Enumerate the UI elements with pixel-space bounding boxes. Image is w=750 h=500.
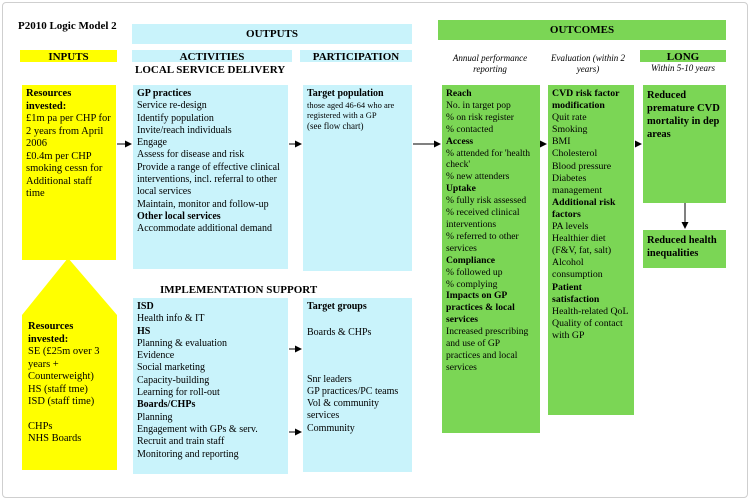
support-item: Engagement with GPs & serv. (137, 423, 258, 435)
target-groups-item: GP practices/PC teams (307, 385, 399, 397)
activities-label: ACTIVITIES (179, 51, 245, 62)
compliance-heading: Compliance (446, 254, 496, 266)
resources-2-line: NHS Boards (28, 433, 82, 444)
annual-item: % referred to other services (446, 230, 519, 254)
resources-2-line: CHPs (28, 420, 53, 432)
diagram-title: P2010 Logic Model 2 (18, 20, 117, 32)
support-item: Monitoring and reporting (137, 448, 239, 460)
annual-item: % contacted (446, 123, 494, 135)
gp-item: Maintain, monitor and follow-up (137, 198, 269, 210)
boards-heading: Boards/CHPs (137, 399, 196, 411)
annual-item: Increased prescribing and use of GP practices and local services (446, 326, 529, 373)
gp-item: Identify population (137, 112, 214, 124)
long-term-note: Within 5-10 years (651, 63, 715, 73)
reach-heading: Reach (446, 88, 472, 99)
evaluation-label: Evaluation (within 2 years) (551, 53, 625, 74)
resources-2-line: ISD (staff time) (28, 396, 95, 407)
gp-item: Engage (137, 137, 167, 149)
outcomes-label: OUTCOMES (549, 24, 615, 36)
eval-item: Health-related QoL (552, 305, 629, 317)
support-item: Evidence (137, 350, 175, 362)
annual-item: % received clinical interventions (446, 207, 520, 230)
other-item: Accommodate additional demand (137, 223, 272, 235)
reduced-mortality-text: Reduced premature CVD mortality in dep areas (647, 90, 720, 140)
implementation-support-label: IMPLEMENTATION SUPPORT (160, 284, 318, 296)
eval-item: Alcohol consumption (552, 257, 603, 281)
long-label: LONG (666, 51, 700, 62)
annual-performance-label: Annual performance reporting (452, 53, 528, 74)
eval-item: PA levels (552, 221, 589, 233)
target-population-text: those aged 46-64 who are registered with a GP (307, 100, 395, 121)
gp-item: Service re-design (137, 100, 207, 112)
eval-item: Quality of contact with GP (552, 317, 623, 341)
impacts-heading: Impacts on GP practices & local services (446, 290, 515, 326)
outputs-label: OUTPUTS (246, 28, 298, 40)
support-item: Planning (137, 411, 173, 423)
annual-item: % fully risk assessed (446, 195, 527, 207)
hs-heading: HS (137, 325, 151, 337)
gp-practices-heading: GP practices (137, 88, 192, 99)
resources-1-line: £0.4m per CHP smoking cessn for (26, 150, 103, 174)
support-item: Recruit and train staff (137, 436, 225, 448)
annual-item: % complying (446, 278, 498, 290)
support-item: Capacity-building (137, 374, 210, 386)
gp-item: Assess for disease and risk (137, 149, 245, 161)
target-groups-heading: Target groups (307, 301, 367, 312)
eval-item: Cholesterol (552, 148, 598, 160)
patient-heading: Patient satisfaction (552, 281, 600, 305)
target-groups-boards: Boards & CHPs (307, 327, 372, 339)
participation-label: PARTICIPATION (312, 51, 400, 62)
other-services-heading: Other local services (137, 210, 221, 222)
eval-item: BMI (552, 136, 571, 148)
inputs-label: INPUTS (48, 51, 89, 62)
support-item: Planning & evaluation (137, 337, 227, 349)
local-service-delivery-label: LOCAL SERVICE DELIVERY (135, 64, 286, 76)
annual-item: % new attenders (446, 171, 510, 183)
resources-1-line: £1m pa per CHP for 2 years from April 2006 (26, 113, 111, 149)
annual-item: % on risk register (446, 111, 514, 123)
target-groups-item: Vol & community services (307, 398, 380, 422)
access-heading: Access (446, 135, 474, 147)
target-groups-item: Community (307, 422, 355, 434)
annual-item: % attended for 'health check' (446, 147, 531, 171)
annual-item: % followed up (446, 266, 503, 278)
resources-1-line: Additional staff time (26, 175, 93, 199)
support-item: Health info & IT (137, 313, 205, 325)
eval-item: Smoking (552, 124, 588, 136)
target-groups-item: Snr leaders (307, 373, 352, 385)
resources-2-heading: Resources invested: (28, 321, 74, 345)
eval-item: Blood pressure (552, 160, 612, 172)
resources-2-hs: HS (staff tme) (28, 383, 88, 395)
additional-heading: Additional risk factors (552, 196, 616, 220)
resources-1-heading: Resources invested: (26, 88, 72, 112)
support-item: Social marketing (137, 362, 206, 374)
eval-item: Quit rate (552, 112, 587, 124)
annual-item: No. in target pop (446, 99, 511, 111)
gp-item: Invite/reach individuals (137, 124, 232, 136)
cvd-heading: CVD risk factor modification (552, 88, 620, 112)
gp-item: Provide a range of effective clinical interventions, incl. referral to other local services (137, 161, 280, 198)
target-population-heading: Target population (307, 88, 384, 99)
support-item: Learning for roll-out (137, 387, 220, 399)
eval-item: Healthier diet (F&V, fat, salt) (552, 233, 612, 257)
reduced-inequalities-text: Reduced health inequalities (647, 235, 717, 259)
target-population-see: (see flow chart) (307, 121, 364, 132)
resources-2-line: SE (£25m over 3 years + Counterweight) (28, 346, 100, 382)
eval-item: Diabetes management (552, 172, 603, 196)
uptake-heading: Uptake (446, 183, 476, 195)
isd-heading: ISD (137, 301, 154, 312)
